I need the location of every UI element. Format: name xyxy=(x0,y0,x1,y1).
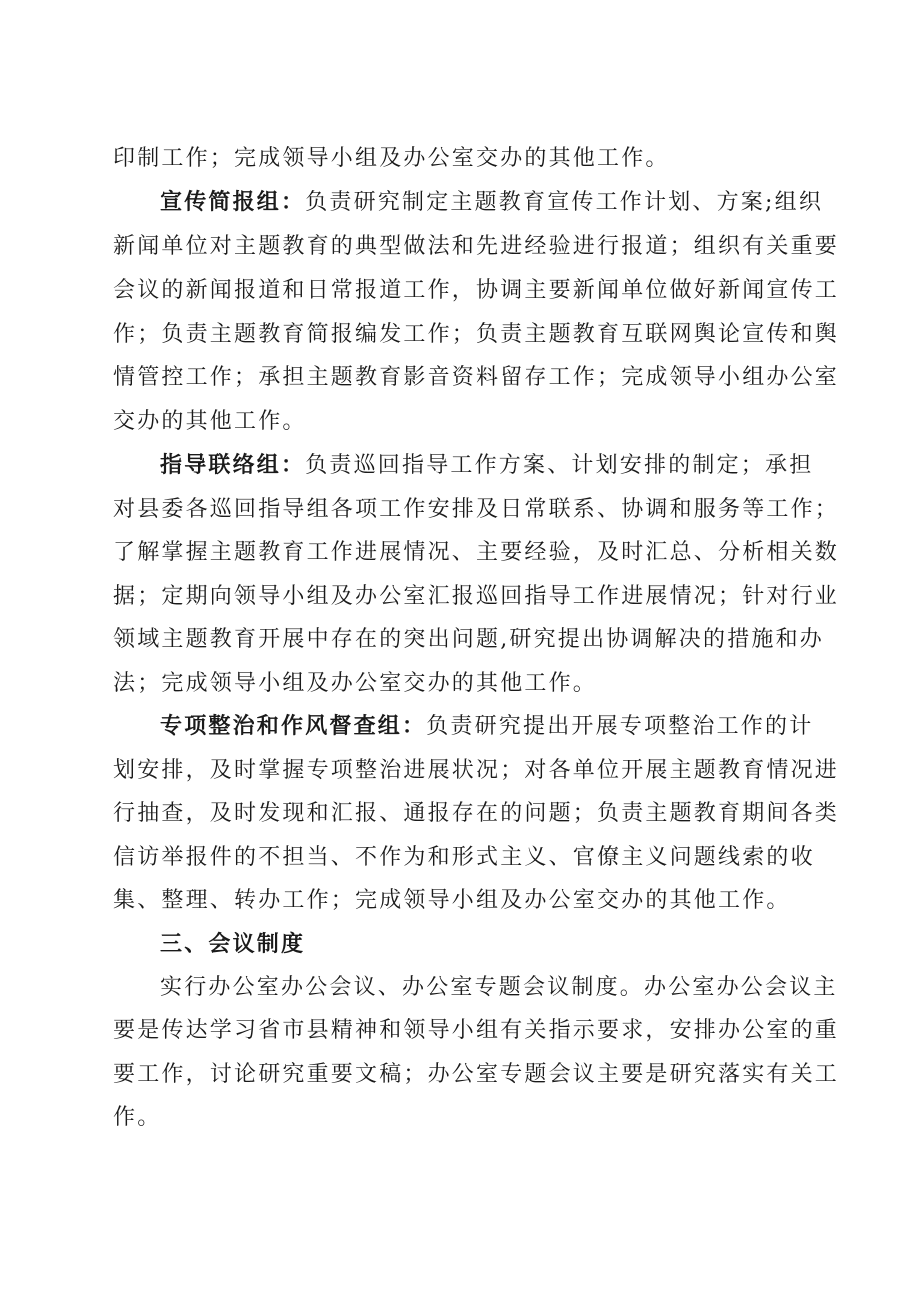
paragraph-line: 信访举报件的不担当、不作为和形式主义、官僚主义问题线索的收 xyxy=(113,845,815,870)
paragraph-first-line xyxy=(160,446,813,486)
paragraph-line: 印制工作；完成领导小组及办公室交办的其他工作。 xyxy=(113,146,670,171)
paragraph-text: 负责巡回指导工作方案、计划安排的制定；承担 xyxy=(305,453,814,478)
paragraph-line: 作。 xyxy=(113,1105,162,1130)
paragraph-line: 行抽查，及时发现和汇报、通报存在的问题；负责主题教育期间各类 xyxy=(113,801,840,826)
paragraph-line: 据；定期向领导小组及办公室汇报巡回指导工作进展情况；针对行业 xyxy=(113,584,840,609)
paragraph-first-line xyxy=(160,183,823,223)
paragraph-line: 法；完成领导小组及办公室交办的其他工作。 xyxy=(113,671,598,696)
paragraph-line: 对县委各巡回指导组各项工作安排及日常联系、协调和服务等工作； xyxy=(113,497,840,522)
paragraph-text: 负责研究制定主题教育宣传工作计划、方案;组织 xyxy=(305,190,824,215)
paragraph-line: 领域主题教育开展中存在的突出问题,研究提出协调解决的措施和办 xyxy=(113,627,824,652)
paragraph-first-line: 实行办公室办公会议、办公室专题会议制度。办公室办公会议主 xyxy=(160,975,838,1000)
paragraph-line: 会议的新闻报道和日常报道工作，协调主要新闻单位做好新闻宣传工 xyxy=(113,278,840,303)
group-title-inspection: 专项整治和作风督查组： xyxy=(160,714,427,739)
paragraph-line: 要工作，讨论研究重要文稿；办公室专题会议主要是研究落实有关工 xyxy=(113,1062,840,1087)
paragraph-line: 集、整理、转办工作；完成领导小组及办公室交办的其他工作。 xyxy=(113,888,791,913)
paragraph-line: 交办的其他工作。 xyxy=(113,409,307,434)
paragraph-line: 了解掌握主题教育工作进展情况、主要经验，及时汇总、分析相关数 xyxy=(113,540,840,565)
paragraph-line: 作；负责主题教育简报编发工作；负责主题教育互联网舆论宣传和舆 xyxy=(113,322,840,347)
paragraph-line: 要是传达学习省市县精神和领导小组有关指示要求，安排办公室的重 xyxy=(113,1018,840,1043)
group-title-publicity: 宣传简报组： xyxy=(160,190,306,215)
paragraph-text: 负责研究提出开展专项整治工作的计 xyxy=(426,714,814,739)
paragraph-line: 划安排，及时掌握专项整治进展状况；对各单位开展主题教育情况进 xyxy=(113,758,840,783)
paragraph-line: 情管控工作；承担主题教育影音资料留存工作；完成领导小组办公室 xyxy=(113,365,840,390)
section-heading: 三、会议制度 xyxy=(160,932,306,957)
group-title-guidance: 指导联络组： xyxy=(160,453,306,478)
paragraph-first-line xyxy=(160,707,813,747)
paragraph-line: 新闻单位对主题教育的典型做法和先进经验进行报道；组织有关重要 xyxy=(113,234,840,259)
